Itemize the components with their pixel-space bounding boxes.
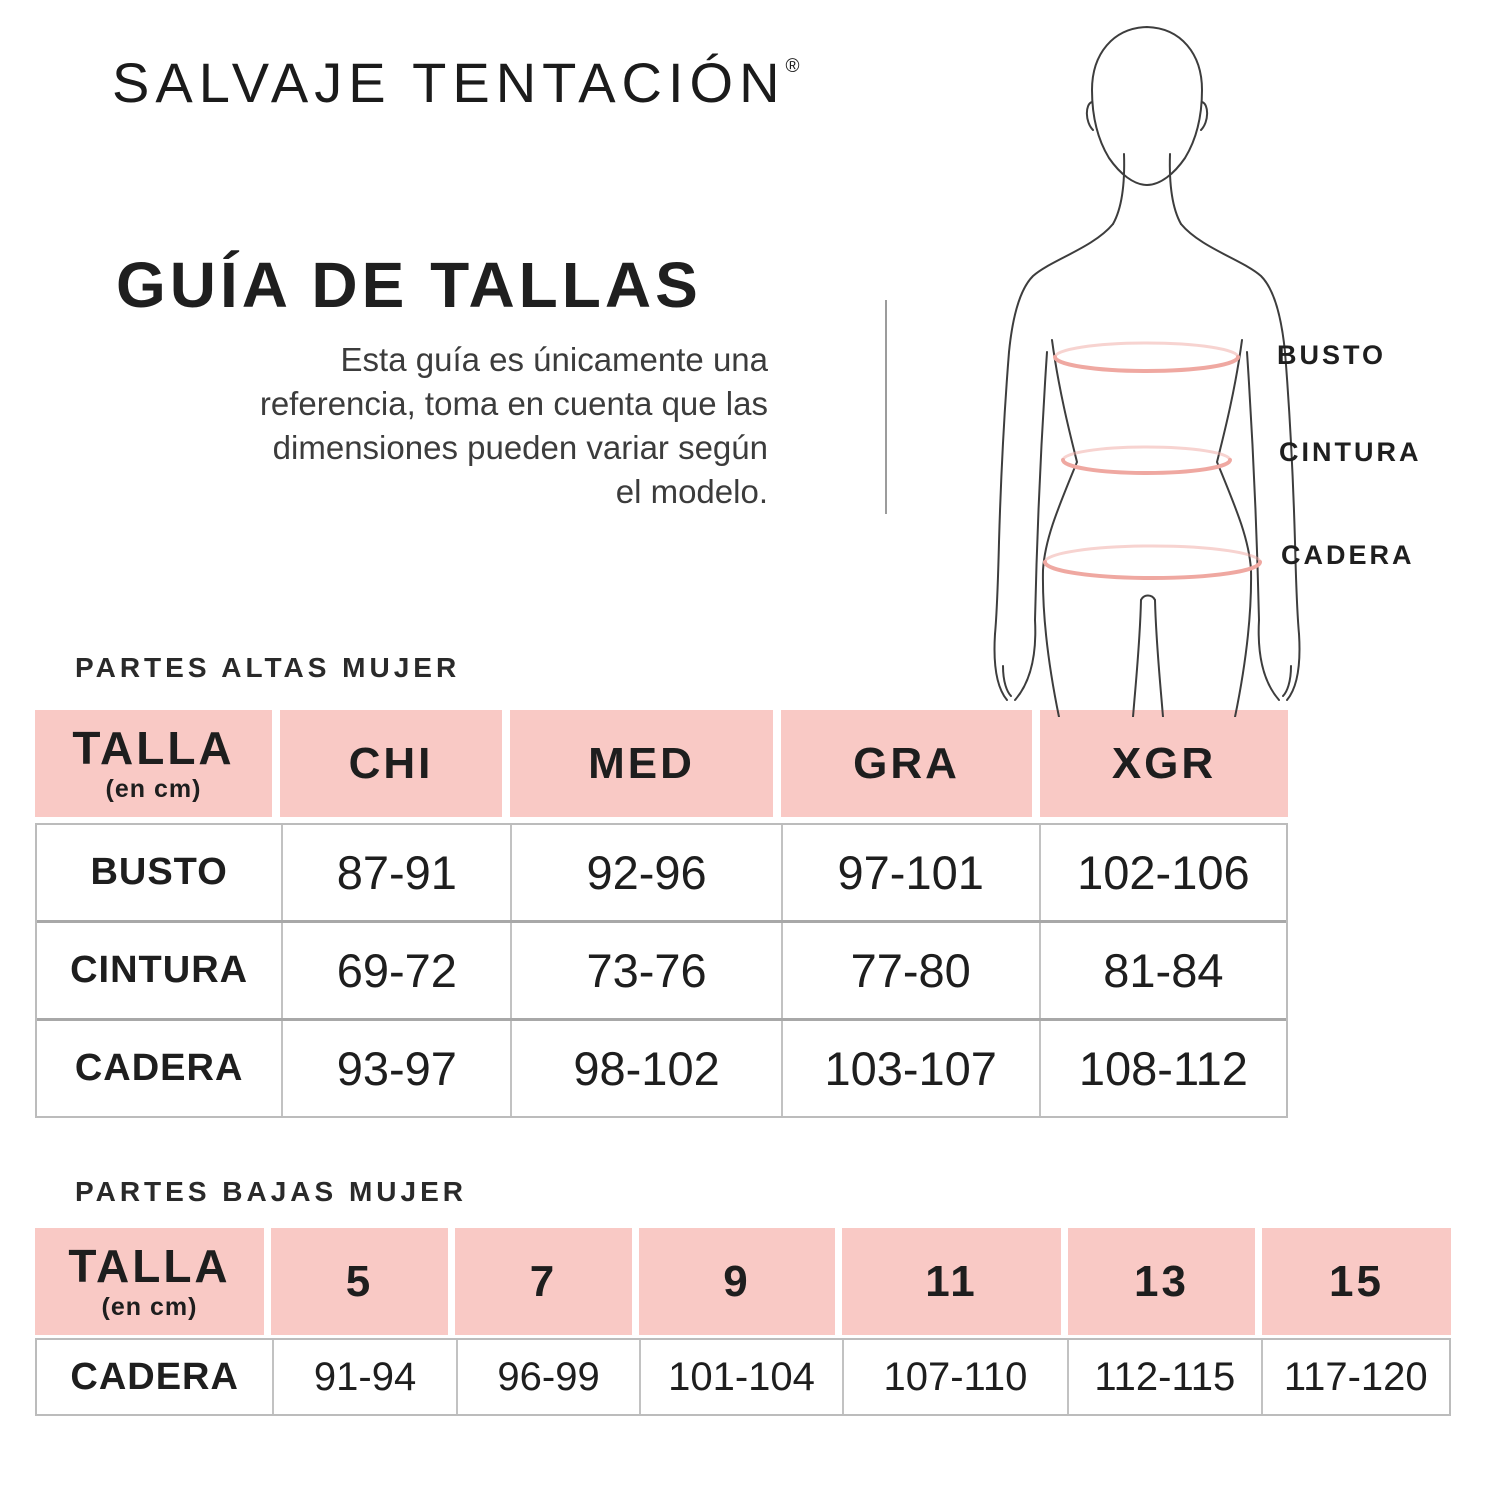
female-body-outline [985, 22, 1321, 717]
measure-label-cintura: CINTURA [1279, 437, 1422, 467]
intro-line: referencia, toma en cuenta que las [259, 385, 768, 422]
bust-band [1055, 343, 1238, 371]
waist-band [1063, 447, 1230, 473]
size-value-cell: 97-101 [781, 825, 1039, 920]
lower-table-header [35, 1228, 1451, 1335]
talla-unit: (en cm) [105, 774, 202, 803]
size-value-cell: 69-72 [281, 923, 510, 1018]
measure-label-cadera: CADERA [1281, 540, 1415, 570]
table-row-busto [37, 825, 1286, 920]
lower-table-body [35, 1338, 1451, 1416]
talla-label: TALLA [68, 1239, 231, 1292]
size-value-cell: 112-115 [1067, 1340, 1260, 1414]
row-header: BUSTO [90, 851, 228, 893]
registered-mark: ® [785, 56, 800, 77]
brand-logo [112, 50, 800, 115]
column-header-5: 5 [271, 1228, 448, 1335]
intro-line: dimensiones pueden variar según [272, 429, 768, 466]
intro-line: Esta guía es únicamente una [340, 341, 768, 378]
column-header-med: MED [510, 710, 773, 817]
size-value-cell: 98-102 [510, 1021, 780, 1116]
column-header-15: 15 [1262, 1228, 1451, 1335]
section-title-lower: PARTES BAJAS MUJER [75, 1176, 467, 1207]
column-header-7: 7 [455, 1228, 632, 1335]
talla-header-cell [35, 1228, 264, 1335]
table-row-cadera [37, 1018, 1286, 1116]
vertical-divider [885, 300, 887, 514]
upper-table-body [35, 823, 1288, 1118]
size-value-cell: 87-91 [281, 825, 510, 920]
size-value-cell: 81-84 [1039, 923, 1286, 1018]
size-value-cell: 77-80 [781, 923, 1039, 1018]
column-header-9: 9 [639, 1228, 835, 1335]
column-header-xgr: XGR [1040, 710, 1288, 817]
row-header: CINTURA [70, 949, 249, 991]
size-value-cell: 108-112 [1039, 1021, 1286, 1116]
size-value-cell: 102-106 [1039, 825, 1286, 920]
table-row-cadera [37, 1340, 1449, 1414]
brand-name: SALVAJE TENTACIÓN [112, 51, 786, 114]
row-header: CADERA [74, 1047, 244, 1089]
size-value-cell: 103-107 [781, 1021, 1039, 1116]
size-value-cell: 93-97 [281, 1021, 510, 1116]
column-header-gra: GRA [781, 710, 1032, 817]
column-header-11: 11 [842, 1228, 1061, 1335]
talla-label: TALLA [72, 721, 235, 774]
column-header-13: 13 [1068, 1228, 1255, 1335]
table-row-cintura [37, 920, 1286, 1018]
intro-paragraph [60, 338, 768, 514]
size-value-cell: 91-94 [272, 1340, 455, 1414]
row-header: CADERA [70, 1355, 239, 1398]
size-value-cell: 92-96 [510, 825, 780, 920]
size-value-cell: 101-104 [639, 1340, 841, 1414]
hip-band [1045, 546, 1260, 578]
size-value-cell: 117-120 [1261, 1340, 1449, 1414]
talla-unit: (en cm) [101, 1292, 198, 1321]
column-header-chi: CHI [280, 710, 502, 817]
size-value-cell: 73-76 [510, 923, 780, 1018]
size-value-cell: 107-110 [842, 1340, 1067, 1414]
intro-line: el modelo. [615, 473, 768, 510]
talla-header-cell [35, 710, 272, 817]
page-title: GUÍA DE TALLAS [116, 249, 702, 321]
size-value-cell: 96-99 [456, 1340, 639, 1414]
upper-table-header [35, 710, 1288, 817]
section-title-upper: PARTES ALTAS MUJER [75, 652, 461, 683]
measure-label-busto: BUSTO [1277, 340, 1387, 370]
